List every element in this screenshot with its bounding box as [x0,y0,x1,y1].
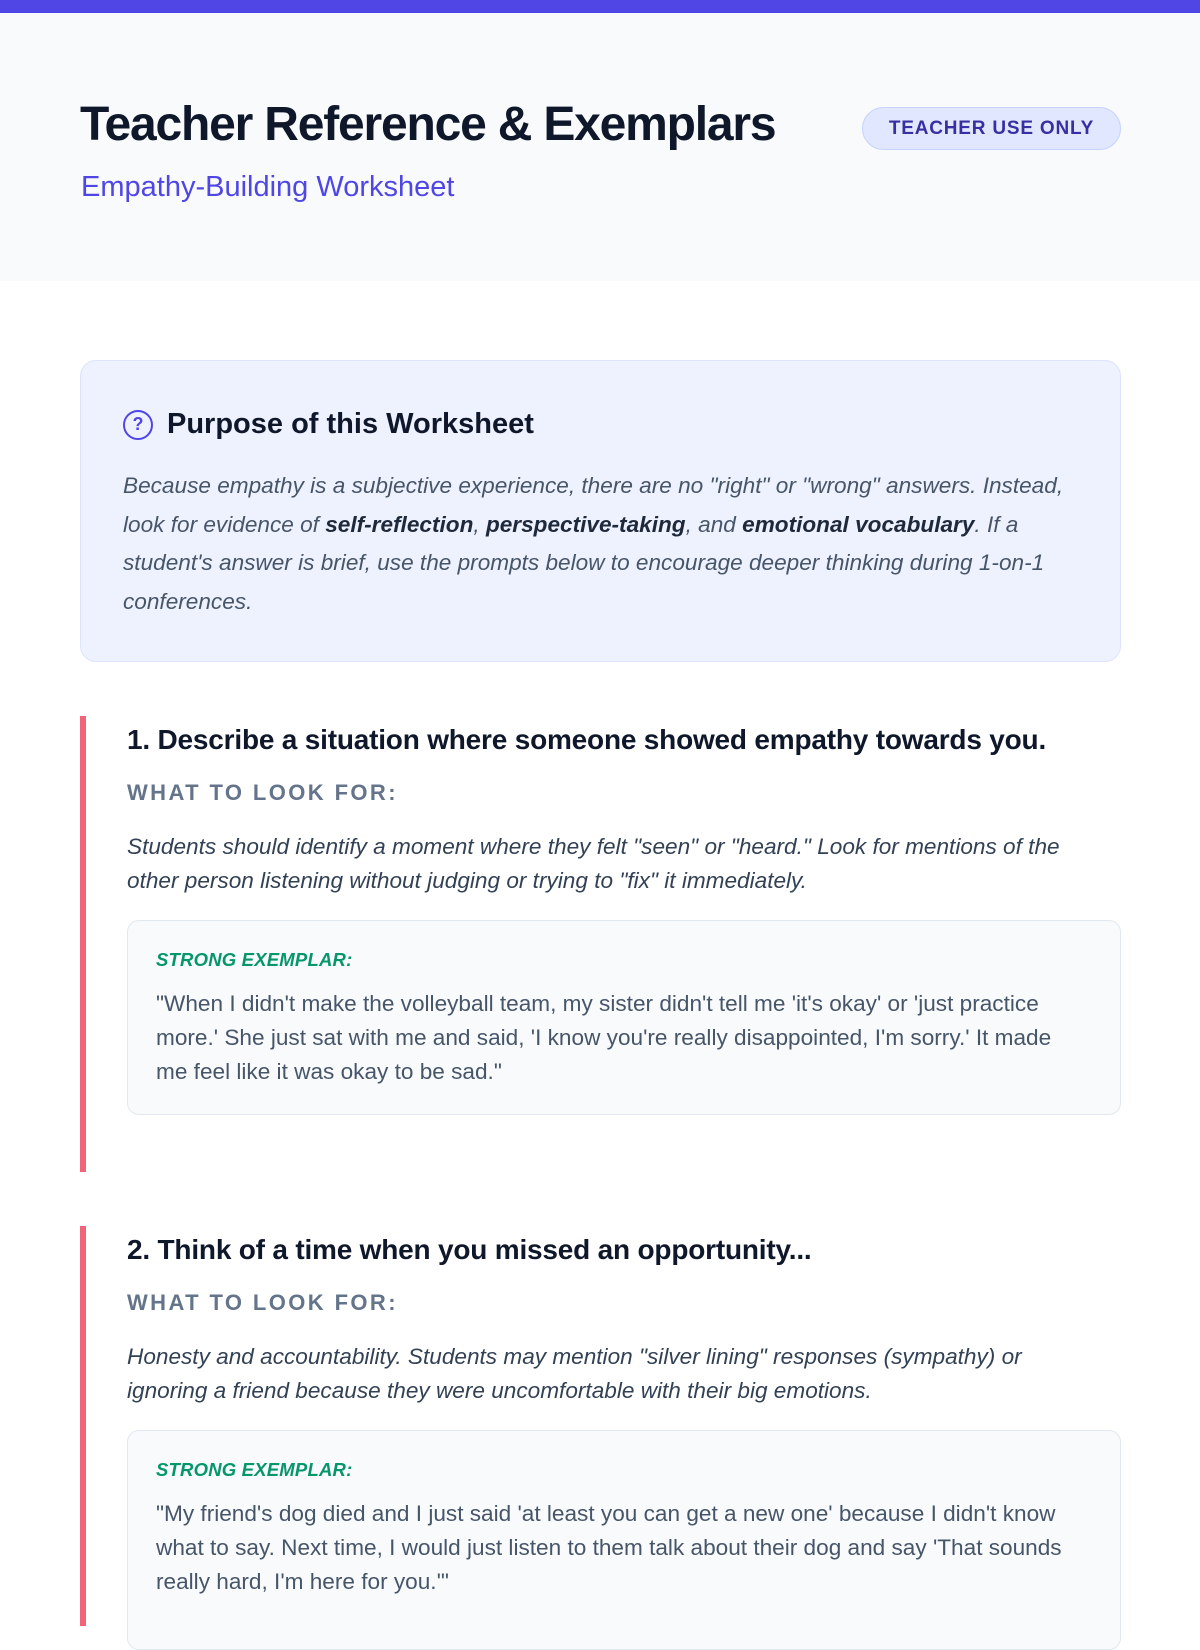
term-emotional-vocabulary: emotional vocabulary [742,511,975,537]
purpose-sep-1: , [473,511,486,537]
purpose-text-1: Because empathy is a subjective experience, there are no "right" or "wrong" answers. Instead, look for evidence of [123,473,1064,537]
exemplar-text: "My friend's dog died and I just said 'at least you can get a new one' because I didn't know what to say. Next time, I would just listen to them talk about their dog and say 'That sounds really hard, I'm here for you.'" [156,1501,1062,1594]
question-title: 2. Think of a time when you missed an opportunity... [127,1234,812,1265]
question-title: 1. Describe a situation where someone showed empathy towards you. [127,724,1047,755]
exemplar-label: STRONG EXEMPLAR: [156,1459,353,1480]
purpose-body [123,467,1083,621]
exemplar-text: "When I didn't make the volleyball team, my sister didn't tell me 'it's okay' or 'just practice more.' She just sat with me and said, 'I know you're really disappointed, I'm sorry.' It made me feel like it was okay to be sad." [156,991,1052,1084]
look-for-label: WHAT TO LOOK FOR: [127,1290,398,1315]
term-self-reflection: self-reflection [325,511,474,537]
purpose-card [80,360,1121,662]
purpose-title: Purpose of this Worksheet [167,408,534,440]
page-header [0,13,1200,281]
look-for-text: Honesty and accountability. Students may mention "silver lining" responses (sympathy) or ignoring a friend because they were uncomfortable with their big emotions. [127,1344,1022,1403]
exemplar-box [127,1430,1121,1650]
purpose-heading [123,408,534,441]
question-circle-icon: ? [123,410,153,440]
look-for-text: Students should identify a moment where they felt "seen" or "heard." Look for mentions of the other person listening without judging or trying to "fix" it immediately. [127,834,1060,893]
teacher-use-badge: TEACHER USE ONLY [862,107,1121,150]
top-accent-bar [0,0,1200,13]
exemplar-label: STRONG EXEMPLAR: [156,949,353,970]
term-perspective-taking: perspective-taking [485,511,686,537]
exemplar-box [127,920,1121,1115]
purpose-text-2: . If a student's answer is brief, use the prompts below to encourage deeper thinking during 1-on-1 conferences. [123,511,1045,614]
page-title: Teacher Reference & Exemplars [80,98,776,151]
look-for-label: WHAT TO LOOK FOR: [127,780,398,805]
question-section-2 [80,1226,1121,1626]
purpose-sep-2: , and [685,511,743,537]
question-section-1 [80,716,1121,1172]
page-subtitle: Empathy-Building Worksheet [81,171,455,203]
